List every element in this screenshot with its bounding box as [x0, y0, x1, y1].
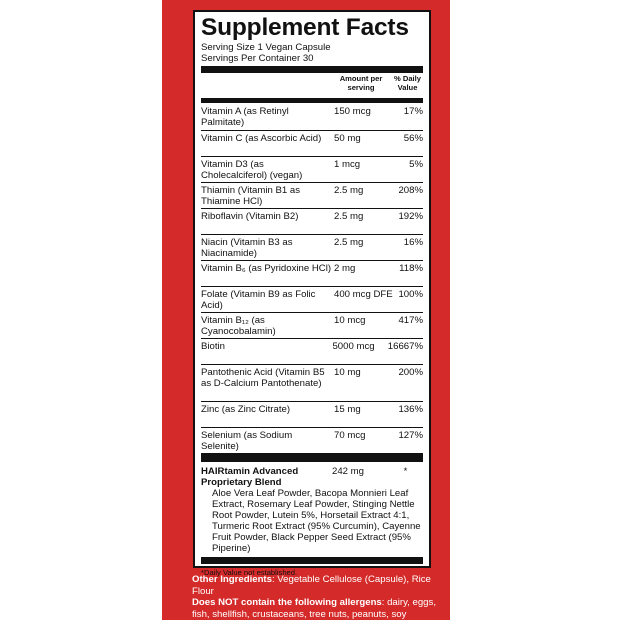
- nutrient-dv: 16%: [403, 237, 423, 248]
- proprietary-blend: [201, 463, 423, 554]
- nutrient-dv: 192%: [398, 211, 423, 222]
- nutrient-dv: 208%: [398, 185, 423, 196]
- nutrient-name: Selenium (as Sodium Selenite): [201, 430, 293, 452]
- supplement-facts-label: [193, 10, 431, 577]
- nutrient-amount: 10 mg: [334, 367, 361, 378]
- footnote: *Daily Value not established.: [201, 568, 298, 577]
- nutrient-dv: 5%: [409, 159, 423, 170]
- nutrient-dv: 136%: [398, 404, 423, 415]
- nutrient-name: Niacin (Vitamin B3 as Niacinamide): [201, 237, 293, 259]
- blend-dv: *: [403, 466, 408, 477]
- nutrient-row: [201, 312, 423, 338]
- nutrient-name: Vitamin B₆ (as Pyridoxine HCl): [201, 263, 332, 274]
- nutrient-dv: 100%: [398, 289, 423, 300]
- other-ingredients: Other Ingredients: Vegetable Cellulose (Capsule), Rice Flour: [192, 574, 431, 597]
- nutrient-row: [201, 156, 423, 182]
- nutrient-amount: 5000 mcg: [332, 341, 375, 352]
- nutrient-row: [201, 364, 423, 401]
- thick-divider: [201, 66, 423, 73]
- nutrient-amount: 70 mcg: [334, 430, 366, 441]
- nutrient-dv: 118%: [399, 263, 423, 274]
- header-divider: [201, 98, 423, 103]
- nutrient-dv: 200%: [398, 367, 423, 378]
- nutrient-amount: 15 mg: [334, 404, 361, 415]
- nutrient-dv: 56%: [403, 133, 423, 144]
- nutrient-row: [201, 260, 423, 286]
- nutrient-name: Biotin: [201, 341, 225, 352]
- nutrient-amount: 2.5 mg: [334, 237, 364, 248]
- below-label-text: [192, 574, 442, 620]
- nutrient-name: Zinc (as Zinc Citrate): [201, 404, 291, 415]
- nutrient-dv: 417%: [398, 315, 423, 326]
- blend-ingredients: Aloe Vera Leaf Powder, Bacopa Monnieri Leaf Extract, Rosemary Leaf Powder, Stinging Nettle Root Powder, Lutein 5%, Horsetail Extract 4:1, Turmeric Root Extract (95% Curcumin), Cayenne Fruit Powder, Black Pepper Seed Extract (95% Piperine): [212, 488, 421, 554]
- nutrient-name: Vitamin D3 (as Cholecalciferol) (vegan): [201, 159, 303, 181]
- nutrient-amount: 2.5 mg: [334, 185, 364, 196]
- label-title: Supplement Facts: [201, 14, 409, 41]
- nutrient-row: [201, 104, 423, 130]
- nutrient-name: Riboflavin (Vitamin B2): [201, 211, 299, 222]
- nutrient-amount: 10 mcg: [334, 315, 366, 326]
- nutrient-name: Folate (Vitamin B9 as Folic Acid): [201, 289, 316, 311]
- dv-header: % Daily Value: [393, 74, 421, 92]
- nutrient-table: [201, 104, 423, 453]
- nutrient-row: [201, 286, 423, 312]
- nutrient-row: [201, 338, 423, 364]
- nutrient-amount: 150 mcg: [334, 106, 371, 117]
- nutrient-dv: 17%: [403, 106, 423, 117]
- nutrient-amount: 2.5 mg: [334, 211, 364, 222]
- nutrient-row: [201, 130, 423, 156]
- nutrient-name: Vitamin C (as Ascorbic Acid): [201, 133, 322, 144]
- nutrient-row: [201, 182, 423, 208]
- amount-header: Amount per serving: [339, 74, 383, 92]
- serving-size: Serving Size 1 Vegan Capsule: [201, 42, 331, 53]
- blend-amount: 242 mg: [332, 466, 364, 477]
- nutrient-name: Vitamin B₁₂ (as Cyanocobalamin): [201, 315, 276, 337]
- nutrient-amount: 50 mg: [334, 133, 361, 144]
- column-header: [201, 74, 423, 98]
- nutrient-row: [201, 208, 423, 234]
- nutrient-row: [201, 234, 423, 260]
- nutrient-name: Thiamin (Vitamin B1 as Thiamine HCl): [201, 185, 300, 207]
- nutrient-amount: 2 mg: [334, 263, 356, 274]
- nutrient-amount: 400 mcg DFE: [334, 289, 393, 300]
- servings-per-container: Servings Per Container 30: [201, 53, 314, 64]
- nutrient-name: Vitamin A (as Retinyl Palmitate): [201, 106, 289, 128]
- blend-name: HAIRtamin Advanced Proprietary Blend: [201, 466, 299, 488]
- footer-divider: [201, 557, 423, 564]
- nutrient-amount: 1 mcg: [334, 159, 361, 170]
- nutrient-row: [201, 401, 423, 427]
- allergens: Does NOT contain the following allergens: dairy, eggs, fish, shellfish, crustaceans, tree nuts, peanuts, soy: [192, 597, 436, 620]
- blend-divider: [201, 453, 423, 462]
- nutrient-dv: 16667%: [387, 341, 423, 352]
- nutrient-row: [201, 427, 423, 453]
- nutrient-name: Pantothenic Acid (Vitamin B5 as D-Calcium Pantothenate): [201, 367, 325, 389]
- nutrient-dv: 127%: [398, 430, 423, 441]
